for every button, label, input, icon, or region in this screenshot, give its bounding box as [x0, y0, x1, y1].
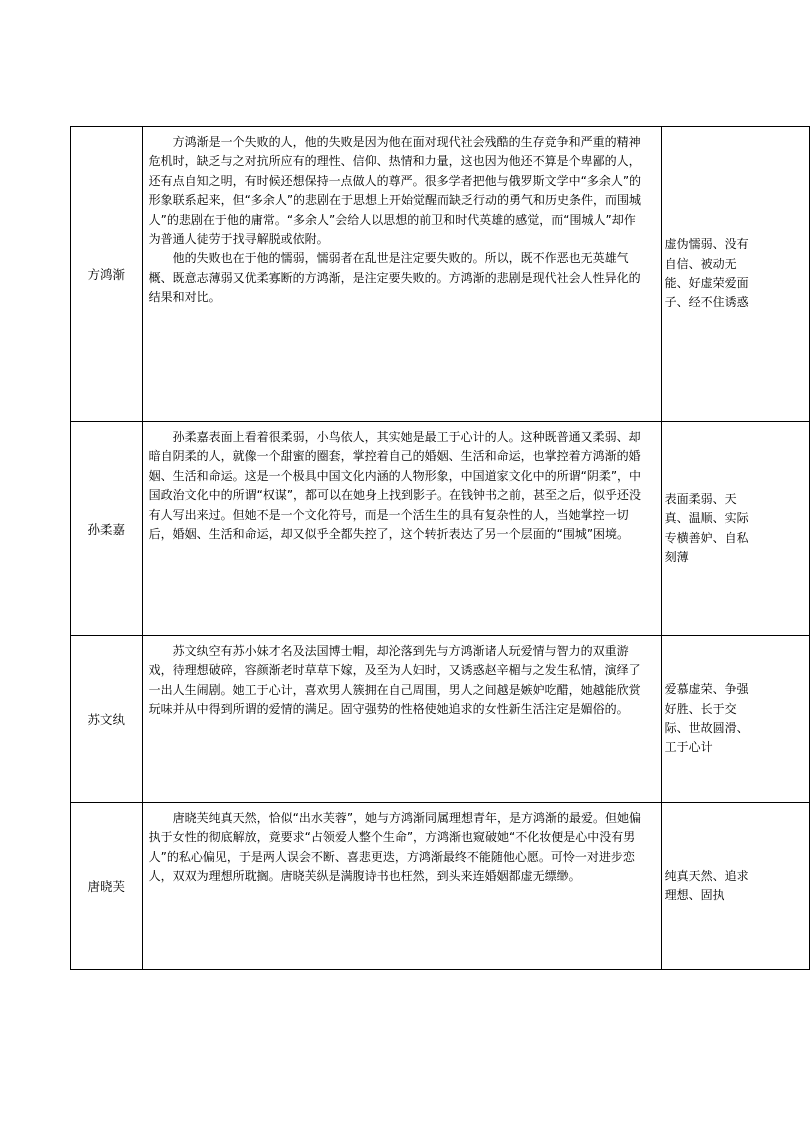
character-description-cell [142, 127, 661, 422]
description-paragraph: 孙柔嘉表面上看着很柔弱，小鸟依人，其实她是最工于心计的人。这种既普通又柔弱、却暗自阴柔的人，就像一个甜蜜的圈套，掌控着自己的婚姻、生活和命运，也掌控着方鸿渐的婚姻、生活和命运。这是一个极具中国文化内涵的人物形象，中国道家文化中的所谓“阴柔”，中国政治文化中的所谓“权谋”，都可以在她身上找到影子。在钱钟书之前，甚至之后，似乎还没有人写出来过。但她不是一个文化符号，而是一个活生生的具有复杂性的人，当她掌控一切后，婚姻、生活和命运，却又似乎全都失控了，这个转折表达了另一个层面的“围城”困境。 [148, 430, 642, 542]
character-traits-cell [661, 636, 809, 803]
character-name-cell [71, 803, 143, 970]
description-paragraph: 他的失败也在于他的懦弱，懦弱者在乱世是注定要失败的。所以，既不作恶也无英雄气概、既意志薄弱又优柔寡断的方鸿渐，是注定要失败的。方鸿渐的悲剧是现代社会人性异化的结果和对比。 [148, 251, 641, 305]
character-traits-cell [661, 422, 809, 636]
character-analysis-table [70, 126, 810, 970]
character-name-cell [71, 636, 143, 803]
character-description-cell [142, 636, 661, 803]
table-row [71, 803, 810, 970]
character-name: 孙柔嘉 [87, 521, 126, 537]
table-row [71, 127, 810, 422]
table-row [71, 636, 810, 803]
character-traits-cell [661, 127, 809, 422]
character-traits: 表面柔弱、天真、温顺、实际专横善妒、自私刻薄 [664, 491, 749, 564]
character-traits-cell [661, 803, 809, 970]
table-row [71, 422, 810, 636]
character-traits: 爱慕虚荣、争强好胜、长于交际、世故圆滑、工于心计 [664, 682, 749, 755]
description-paragraph: 苏文纨空有苏小妹才名及法国博士帽，却沦落到先与方鸿渐诸人玩爱情与智力的双重游戏，待理想破碎，容颜渐老时草草下嫁，及至为人妇时，又诱惑赵辛楣与之发生私情，演绎了一出人生闹剧。她工于心计，喜欢男人簇拥在自己周围，男人之间越是嫉妒吃醋，她越能欣赏玩味并从中得到所谓的爱情的满足。固守强势的性格使她追求的女性新生活注定是媚俗的。 [148, 644, 641, 717]
character-name-cell [71, 127, 143, 422]
character-description-cell [142, 803, 661, 970]
character-description-cell [142, 422, 661, 636]
description-paragraph: 唐晓芙纯真天然，恰似“出水芙蓉”，她与方鸿渐同属理想青年，是方鸿渐的最爱。但她偏执于女性的彻底解放，竟要求“占领爱人整个生命”，方鸿渐也窥破她“不化妆便是心中没有男人”的私心偏见，于是两人误会不断、喜悲更迭，方鸿渐最终不能随他心愿。可怜一对进步恋人，双双为理想所耽搁。唐晓芙纵是满腹诗书也枉然，到头来连婚姻都虚无缥缈。 [148, 811, 642, 884]
character-traits: 虚伪懦弱、没有自信、被动无能、好虚荣爱面子、经不住诱惑 [664, 237, 749, 310]
description-paragraph: 方鸿渐是一个失败的人，他的失败是因为他在面对现代社会残酷的生存竞争和严重的精神危机时，缺乏与之对抗所应有的理性、信仰、热情和力量，这也因为他还不算是个卑鄙的人，还有点自知之明，有时候还想保持一点做人的尊严。很多学者把他与俄罗斯文学中“多余人”的形象联系起来，但“多余人”的悲剧在于思想上开始觉醒而缺乏行动的勇气和历史条件，而围城人”的悲剧在于他的庸常。“多余人”会给人以思想的前卫和时代英雄的感觉，而“围城人”却作为普通人徒劳于找寻解脱或依附。 [148, 135, 642, 247]
character-traits: 纯真天然、追求理想、固执 [664, 868, 749, 902]
character-name: 方鸿渐 [87, 267, 126, 282]
character-name: 唐晓芙 [87, 879, 126, 894]
character-name: 苏文纨 [87, 712, 126, 727]
character-name-cell [71, 422, 143, 636]
